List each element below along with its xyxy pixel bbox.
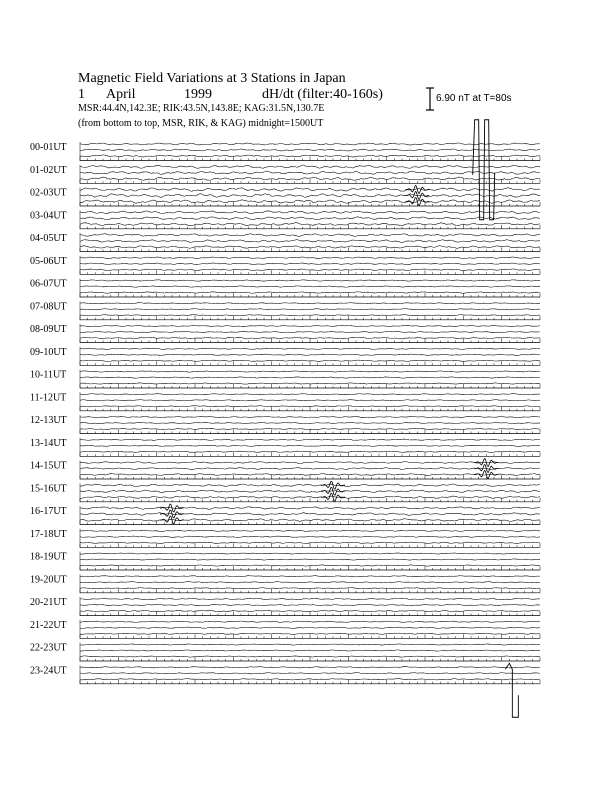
hour-row-label: 19-20UT: [30, 574, 67, 586]
trace-kag: [80, 211, 540, 214]
trace-rik: [80, 239, 540, 242]
stacking-order-note: (from bottom to top, MSR, RIK, & KAG) midnight=1500UT: [78, 118, 324, 129]
event-spike: [321, 481, 345, 501]
hour-row-label: 03-04UT: [30, 210, 67, 222]
trace-kag: [80, 507, 540, 510]
trace-msr: [80, 428, 540, 429]
hour-row: [30, 438, 540, 457]
hour-row: [30, 165, 540, 184]
chart-title: Magnetic Field Variations at 3 Stations in Japan: [78, 71, 346, 86]
hour-row: [30, 415, 540, 434]
scale-label: 6.90 nT at T=80s: [436, 93, 512, 104]
event-spike: [405, 186, 429, 206]
hour-row-label: 09-10UT: [30, 346, 67, 358]
hour-row: [30, 483, 540, 502]
hour-row: [30, 301, 540, 320]
trace-rik: [80, 490, 540, 493]
hour-row: [30, 574, 540, 593]
hour-rows: [30, 142, 540, 684]
date-year: 1999: [184, 87, 212, 102]
trace-msr: [80, 337, 540, 338]
hour-row-label: 06-07UT: [30, 278, 67, 290]
trace-kag: [80, 530, 540, 532]
hour-row: [30, 665, 540, 684]
hour-row-label: 02-03UT: [30, 187, 67, 199]
hour-row-label: 07-08UT: [30, 301, 67, 313]
hour-row-label: 17-18UT: [30, 528, 67, 540]
hour-row: [30, 506, 540, 525]
trace-rik: [80, 217, 540, 220]
scale-bar: [426, 88, 434, 110]
date-month: April: [106, 87, 136, 102]
trace-kag: [80, 598, 540, 600]
hour-row: [30, 552, 540, 571]
trace-kag: [80, 303, 540, 304]
trace-rik: [80, 445, 540, 446]
trace-kag: [80, 234, 540, 237]
trace-msr: [80, 406, 540, 407]
wave-packet-trace: [321, 487, 345, 495]
trace-rik: [80, 673, 540, 674]
trace-rik: [80, 400, 540, 401]
trace-kag: [80, 416, 540, 417]
event-spike: [473, 120, 495, 220]
hour-row: [30, 347, 540, 366]
trace-rik: [80, 354, 540, 355]
hour-row: [30, 370, 540, 389]
trace-msr: [80, 451, 540, 452]
trace-rik: [80, 171, 540, 174]
trace-kag: [80, 462, 540, 464]
trace-msr: [80, 633, 540, 634]
hour-row-label: 16-17UT: [30, 506, 67, 517]
hour-row: [30, 279, 540, 298]
hour-row-label: 10-11UT: [30, 369, 67, 381]
saturated-spike-trace: [505, 663, 518, 717]
hour-row-label: 14-15UT: [30, 460, 67, 472]
trace-kag: [80, 553, 540, 554]
trace-kag: [80, 348, 540, 349]
trace-kag: [80, 394, 540, 395]
trace-kag: [80, 644, 540, 645]
trace-rik: [80, 194, 540, 198]
saturated-spike-trace: [473, 120, 495, 220]
trace-kag: [80, 576, 540, 577]
hour-row: [30, 210, 540, 229]
trace-rik: [80, 309, 540, 310]
trace-kag: [80, 257, 540, 259]
trace-kag: [80, 325, 540, 326]
trace-rik: [80, 513, 540, 516]
hour-row: [30, 597, 540, 616]
trace-msr: [80, 679, 540, 680]
hour-row-label: 23-24UT: [30, 665, 67, 677]
hour-row-label: 11-12UT: [30, 392, 67, 404]
trace-rik: [80, 331, 540, 332]
hour-row: [30, 233, 540, 252]
trace-rik: [80, 286, 540, 288]
hour-row: [30, 142, 540, 161]
hour-row-label: 04-05UT: [30, 233, 67, 244]
hour-row-label: 05-06UT: [30, 255, 67, 267]
wave-packet-trace: [474, 459, 498, 467]
trace-rik: [80, 650, 540, 651]
trace-rik: [80, 582, 540, 583]
hour-row: [30, 461, 540, 480]
trace-rik: [80, 468, 540, 470]
trace-rik: [80, 627, 540, 628]
trace-kag: [80, 280, 540, 281]
trace-kag: [80, 188, 540, 192]
hour-row: [30, 188, 540, 207]
trace-rik: [80, 536, 540, 537]
hour-row-label: 08-09UT: [30, 324, 67, 335]
wave-packet-trace: [405, 192, 429, 200]
hour-row-label: 18-19UT: [30, 551, 67, 563]
hour-row-label: 20-21UT: [30, 597, 67, 608]
hour-row-label: 01-02UT: [30, 164, 67, 176]
hour-row-label: 21-22UT: [30, 619, 67, 631]
hour-row-label: 12-13UT: [30, 415, 67, 426]
wave-packet-trace: [405, 186, 429, 194]
trace-kag: [80, 439, 540, 440]
trace-rik: [80, 559, 540, 560]
trace-kag: [80, 143, 540, 145]
trace-kag: [80, 484, 540, 487]
hour-row-label: 13-14UT: [30, 437, 67, 449]
hour-row: [30, 324, 540, 343]
trace-msr: [80, 565, 540, 566]
trace-kag: [80, 371, 540, 372]
trace-rik: [80, 263, 540, 265]
hour-row: [30, 529, 540, 548]
trace-kag: [80, 667, 540, 668]
hour-row: [30, 643, 540, 662]
trace-msr: [80, 588, 540, 589]
hour-row-label: 00-01UT: [30, 142, 67, 153]
hour-row-label: 22-23UT: [30, 642, 67, 654]
trace-msr: [80, 542, 540, 543]
measurement-mode: dH/dt (filter:40-160s): [262, 87, 383, 102]
trace-msr: [80, 360, 540, 361]
hour-row: [30, 392, 540, 411]
trace-rik: [80, 377, 540, 378]
date-day: 1: [78, 87, 85, 102]
trace-rik: [80, 604, 540, 605]
trace-rik: [80, 422, 540, 423]
trace-msr: [80, 656, 540, 657]
trace-msr: [80, 383, 540, 384]
hour-row: [30, 256, 540, 275]
event-spike: [505, 663, 518, 717]
trace-kag: [80, 165, 540, 168]
trace-kag: [80, 621, 540, 622]
trace-msr: [80, 315, 540, 316]
station-coordinates: MSR:44.4N,142.3E; RIK:43.5N,143.8E; KAG:31.5N,130.7E: [78, 103, 325, 114]
trace-rik: [80, 149, 540, 151]
hour-row: [30, 620, 540, 639]
hour-row-label: 15-16UT: [30, 483, 67, 495]
